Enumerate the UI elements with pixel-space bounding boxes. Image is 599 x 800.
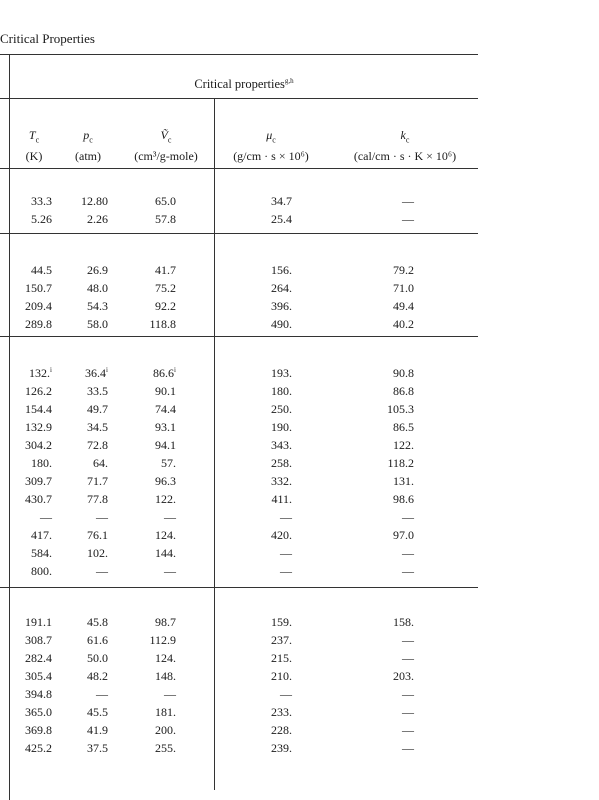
cell-pc: 64. xyxy=(93,456,108,470)
cell-muc: — xyxy=(280,510,292,524)
col-header-kc: $k_c$ (cal/cm · s · K × 10⁶) xyxy=(353,128,457,164)
cell-tc: 126.2 xyxy=(25,384,52,398)
cell-pc: 49.7 xyxy=(87,402,108,416)
cell-pc: 45.5 xyxy=(87,705,108,719)
cell-kc: — xyxy=(402,212,414,226)
cell-vc: 148. xyxy=(155,669,176,683)
cell-tc: 304.2 xyxy=(25,438,52,452)
cell-footnote: i xyxy=(50,366,52,374)
cell-vc: 255. xyxy=(155,741,176,755)
cell-kc: — xyxy=(402,510,414,524)
cell-pc: 48.0 xyxy=(87,281,108,295)
cell-muc: 210. xyxy=(271,669,292,683)
cell-tc: 289.8 xyxy=(25,317,52,331)
cell-muc: 258. xyxy=(271,456,292,470)
cell-tc: 309.7 xyxy=(25,474,52,488)
cell-pc: — xyxy=(96,564,108,578)
cell-tc: 308.7 xyxy=(25,633,52,647)
cell-kc: 86.5 xyxy=(393,420,414,434)
cell-tc: 369.8 xyxy=(25,723,52,737)
cell-muc: 180. xyxy=(271,384,292,398)
cell-muc: 237. xyxy=(271,633,292,647)
cell-vc: 75.2 xyxy=(155,281,176,295)
cell-muc: 250. xyxy=(271,402,292,416)
cell-tc: 417. xyxy=(31,528,52,542)
cell-pc: 48.2 xyxy=(87,669,108,683)
cell-vc: 41.7 xyxy=(155,263,176,277)
cell-muc: — xyxy=(280,546,292,560)
cell-pc: 61.6 xyxy=(87,633,108,647)
cell-vc: 57. xyxy=(161,456,176,470)
cell-kc: — xyxy=(402,633,414,647)
cell-tc: 180. xyxy=(31,456,52,470)
cell-pc: 76.1 xyxy=(87,528,108,542)
col-header-pc: $p_c$ (atm) xyxy=(75,128,101,164)
cell-muc: 156. xyxy=(271,263,292,277)
cell-pc: 72.8 xyxy=(87,438,108,452)
cell-pc: 12.80 xyxy=(81,194,108,208)
cell-kc: 105.3 xyxy=(387,402,414,416)
cell-muc: — xyxy=(280,564,292,578)
cell-pc: 45.8 xyxy=(87,615,108,629)
cell-vc: 96.3 xyxy=(155,474,176,488)
cell-muc: 490. xyxy=(271,317,292,331)
cell-tc: 132.9 xyxy=(25,420,52,434)
col-header-muc: $\mu_c$ (g/cm · s × 10⁶) xyxy=(233,128,309,164)
cell-tc: 584. xyxy=(31,546,52,560)
cell-tc: 150.7 xyxy=(25,281,52,295)
cell-pc: 26.9 xyxy=(87,263,108,277)
col-header-tc: $T_c$ (K) xyxy=(25,128,43,164)
cell-muc: 343. xyxy=(271,438,292,452)
col-header-vc: Ṽ$_c$ (cm³/g-mole) xyxy=(134,128,198,164)
cell-muc: 396. xyxy=(271,299,292,313)
cell-tc: 209.4 xyxy=(25,299,52,313)
cell-tc: 44.5 xyxy=(31,263,52,277)
cell-kc: — xyxy=(402,705,414,719)
cell-pc: 34.5 xyxy=(87,420,108,434)
cell-vc: 118.8 xyxy=(149,317,176,331)
cell-kc: — xyxy=(402,723,414,737)
cell-pc: 41.9 xyxy=(87,723,108,737)
cell-pc: 58.0 xyxy=(87,317,108,331)
cell-tc: 430.7 xyxy=(25,492,52,506)
cell-vc: 94.1 xyxy=(155,438,176,452)
cell-tc: — xyxy=(40,510,52,524)
cell-muc: 215. xyxy=(271,651,292,665)
cell-kc: 49.4 xyxy=(393,299,414,313)
cell-vc: 65.0 xyxy=(155,194,176,208)
cell-tc: 154.4 xyxy=(25,402,52,416)
cell-muc: 233. xyxy=(271,705,292,719)
cell-kc: — xyxy=(402,741,414,755)
cell-tc: 5.26 xyxy=(31,212,52,226)
cell-kc: — xyxy=(402,546,414,560)
cell-tc: 305.4 xyxy=(25,669,52,683)
cell-kc: 158. xyxy=(393,615,414,629)
cell-kc: 122. xyxy=(393,438,414,452)
cell-pc: — xyxy=(96,510,108,524)
cell-kc: — xyxy=(402,687,414,701)
cell-kc: 79.2 xyxy=(393,263,414,277)
cell-muc: 228. xyxy=(271,723,292,737)
cell-vc: — xyxy=(164,564,176,578)
cell-kc: 86.8 xyxy=(393,384,414,398)
cell-vc: 98.7 xyxy=(155,615,176,629)
cell-muc: 420. xyxy=(271,528,292,542)
cell-kc: 98.6 xyxy=(393,492,414,506)
cell-vc: 74.4 xyxy=(155,402,176,416)
cell-muc: 190. xyxy=(271,420,292,434)
cell-vc: 92.2 xyxy=(155,299,176,313)
group-header-text: Critical properties xyxy=(194,77,285,91)
table-caption: Critical Properties xyxy=(0,31,95,46)
cell-tc: 33.3 xyxy=(31,194,52,208)
cell-pc: 54.3 xyxy=(87,299,108,313)
cell-tc: 425.2 xyxy=(25,741,52,755)
cell-vc: 124. xyxy=(155,528,176,542)
cell-muc: — xyxy=(280,687,292,701)
cell-footnote: i xyxy=(106,366,108,374)
cell-footnote: i xyxy=(174,366,176,374)
cell-pc: 77.8 xyxy=(87,492,108,506)
cell-tc: 394.8 xyxy=(25,687,52,701)
cell-pc: 50.0 xyxy=(87,651,108,665)
cell-vc: 93.1 xyxy=(155,420,176,434)
cell-tc: 132.$^i$ xyxy=(29,366,52,380)
group-header-sup: g,h xyxy=(284,76,294,85)
cell-kc: — xyxy=(402,194,414,208)
cell-kc: — xyxy=(402,651,414,665)
cell-kc: 97.0 xyxy=(393,528,414,542)
cell-kc: 118.2 xyxy=(387,456,414,470)
cell-vc: 181. xyxy=(155,705,176,719)
cell-vc: 124. xyxy=(155,651,176,665)
cell-vc: 57.8 xyxy=(155,212,176,226)
cell-muc: 264. xyxy=(271,281,292,295)
cell-tc: 365.0 xyxy=(25,705,52,719)
cell-vc: 86.6$^i$ xyxy=(153,366,176,380)
cell-vc: 112.9 xyxy=(149,633,176,647)
cell-muc: 193. xyxy=(271,366,292,380)
cell-vc: 122. xyxy=(155,492,176,506)
cell-pc: 71.7 xyxy=(87,474,108,488)
cell-pc: 37.5 xyxy=(87,741,108,755)
cell-tc: 191.1 xyxy=(25,615,52,629)
cell-pc: 2.26 xyxy=(87,212,108,226)
cell-muc: 411. xyxy=(271,492,292,506)
cell-muc: 332. xyxy=(271,474,292,488)
cell-kc: — xyxy=(402,564,414,578)
cell-muc: 159. xyxy=(271,615,292,629)
cell-pc: 102. xyxy=(87,546,108,560)
cell-vc: 144. xyxy=(155,546,176,560)
cell-pc: 33.5 xyxy=(87,384,108,398)
cell-vc: — xyxy=(164,687,176,701)
cell-tc: 282.4 xyxy=(25,651,52,665)
cell-vc: 200. xyxy=(155,723,176,737)
cell-kc: 131. xyxy=(393,474,414,488)
cell-vc: — xyxy=(164,510,176,524)
cell-pc: — xyxy=(96,687,108,701)
cell-pc: 36.4$^i$ xyxy=(85,366,108,380)
cell-muc: 239. xyxy=(271,741,292,755)
cell-vc: 90.1 xyxy=(155,384,176,398)
cell-kc: 203. xyxy=(393,669,414,683)
cell-muc: 25.4 xyxy=(271,212,292,226)
cell-kc: 90.8 xyxy=(393,366,414,380)
cell-tc: 800. xyxy=(31,564,52,578)
cell-kc: 40.2 xyxy=(393,317,414,331)
cell-muc: 34.7 xyxy=(271,194,292,208)
cell-kc: 71.0 xyxy=(393,281,414,295)
